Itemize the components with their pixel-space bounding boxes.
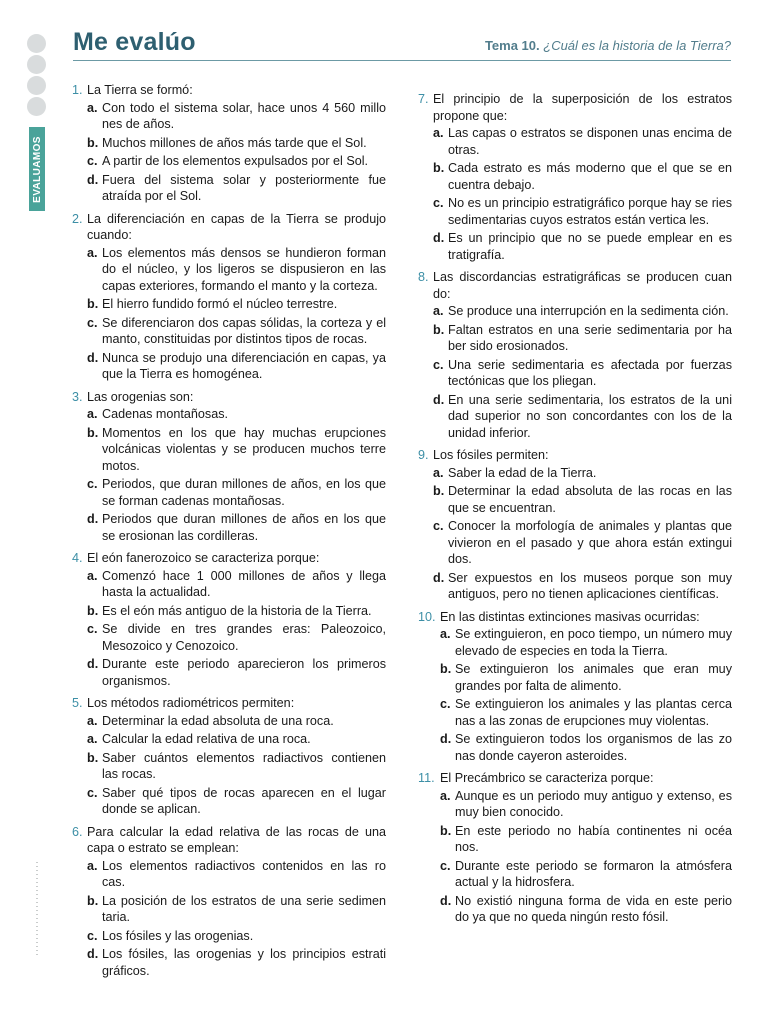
options-list (418, 788, 732, 926)
question-number: 9. (418, 448, 429, 462)
option-letter: d. (87, 172, 99, 187)
decorative-circles (27, 34, 47, 118)
option-letter: c. (87, 928, 98, 943)
option-letter: b. (87, 750, 99, 765)
question-8 (418, 269, 732, 441)
option-text: Se diferenciaron dos capas sólidas, la corteza y el manto, constituidas por distintos tipos de rocas. (102, 315, 386, 346)
answer-option (418, 518, 732, 568)
question-text (418, 91, 732, 124)
question-text (418, 447, 732, 464)
answer-option (418, 696, 732, 729)
option-letter: c. (433, 357, 444, 372)
option-text: Se produce una interrupción en la sedimenta ción. (448, 304, 729, 318)
answer-option (72, 750, 386, 783)
answer-option (72, 100, 386, 133)
option-text: Es un principio que no se puede emplear en es tratigrafía. (448, 231, 732, 262)
question-10 (418, 609, 732, 765)
option-letter: a. (87, 732, 98, 746)
option-text: En una serie sedimentaria, los estratos de la uni dad superior no son concordantes con los de la unidad inferior. (448, 392, 732, 440)
question-number: 6. (72, 824, 83, 839)
answer-option (72, 603, 386, 620)
answer-option (418, 483, 732, 516)
option-text: Se extinguieron los animales que eran muy grandes por falta de alimento. (455, 662, 732, 693)
option-text: No es un principio estratigráfico porque hay se ries sedimentarias cuyos estratos están vertica les. (448, 196, 732, 227)
question-stem: Los fósiles permiten: (433, 448, 549, 462)
answer-option (418, 788, 732, 821)
answer-option (72, 568, 386, 601)
option-text: Durante este periodo aparecieron los primeros organismos. (102, 657, 386, 688)
question-number: 2. (72, 211, 83, 226)
question-stem: Para calcular la edad relativa de las rocas de una capa o estrato se emplean: (87, 824, 386, 855)
answer-option (72, 315, 386, 348)
question-stem: La diferenciación en capas de la Tierra se produjo cuando: (87, 211, 386, 242)
option-text: Las capas o estratos se disponen unas encima de otras. (448, 126, 732, 157)
option-letter: a. (87, 858, 98, 873)
option-letter: a. (440, 627, 451, 641)
option-text: Con todo el sistema solar, hace unos 4 560 millo nes de años. (102, 100, 386, 131)
answer-option (418, 626, 732, 659)
option-letter: b. (87, 893, 99, 908)
option-letter: d. (87, 657, 99, 671)
option-letter: c. (87, 477, 98, 491)
right-column (418, 91, 732, 932)
theme-question: ¿Cuál es la historia de la Tierra? (543, 38, 731, 53)
question-6 (72, 824, 386, 980)
question-number: 5. (72, 696, 83, 710)
answer-option (418, 392, 732, 442)
question-stem: El Precámbrico se caracteriza porque: (440, 771, 654, 785)
answer-option (72, 511, 386, 544)
question-text (72, 211, 386, 244)
answer-option (72, 172, 386, 205)
question-stem: Las orogenias son: (87, 389, 194, 404)
option-text: Se divide en tres grandes eras: Paleozoico, Mesozoico y Cenozoico. (102, 622, 386, 653)
option-text: Periodos que duran millones de años en los que se erosionan las cordilleras. (102, 512, 386, 543)
page-title: Me evalúo (73, 28, 196, 56)
answer-option (418, 195, 732, 228)
answer-option (72, 425, 386, 475)
circle-icon (27, 76, 46, 95)
option-text: No existió ninguna forma de vida en este perio do ya que no queda ningún resto fósil. (455, 893, 732, 924)
answer-option (418, 230, 732, 263)
option-text: Los fósiles, las orogenias y los principios estrati gráficos. (102, 947, 386, 978)
options-list (418, 303, 732, 441)
question-number: 11. (418, 771, 435, 785)
question-stem: En las distintas extinciones masivas ocurridas: (440, 609, 700, 624)
options-list (72, 858, 386, 980)
answer-option (418, 357, 732, 390)
answer-option (72, 350, 386, 383)
option-letter: d. (433, 570, 445, 585)
question-text (418, 269, 732, 302)
option-letter: b. (87, 603, 99, 618)
circle-icon (27, 34, 46, 53)
answer-option (72, 928, 386, 945)
option-text: Los fósiles y las orogenias. (102, 928, 254, 943)
options-list (72, 100, 386, 205)
question-stem: Las discordancias estratigráficas se producen cuan do: (433, 270, 732, 301)
option-text: El hierro fundido formó el núcleo terrestre. (102, 297, 338, 311)
side-footnote (36, 862, 38, 956)
option-letter: a. (87, 245, 98, 260)
answer-option (72, 621, 386, 654)
question-1 (72, 82, 386, 205)
option-text: Los elementos radiactivos contenidos en las ro cas. (102, 858, 386, 889)
option-letter: d. (433, 392, 445, 407)
options-list (418, 626, 732, 764)
option-text: Ser expuestos en los museos porque son muy antiguos, pero no tienen aplicaciones científicas. (448, 570, 732, 601)
option-letter: b. (87, 425, 99, 440)
answer-option (72, 946, 386, 979)
option-letter: d. (87, 350, 99, 365)
answer-option (72, 245, 386, 295)
answer-option (418, 858, 732, 891)
answer-option (72, 476, 386, 509)
answer-option (72, 135, 386, 152)
option-text: Calcular la edad relativa de una roca. (102, 732, 311, 746)
options-list (72, 245, 386, 383)
option-letter: d. (87, 947, 99, 961)
option-letter: a. (87, 713, 98, 728)
option-text: Determinar la edad absoluta de una roca. (102, 713, 334, 728)
option-letter: d. (440, 732, 452, 746)
theme-label: Tema 10. (484, 38, 540, 53)
side-tab-label: EVALUAMOS (31, 135, 43, 203)
option-text: Muchos millones de años más tarde que el Sol. (102, 135, 367, 150)
option-letter: a. (87, 568, 98, 583)
option-text: Conocer la morfología de animales y plantas que vivieron en el pasado y que ahora están extingui dos. (448, 519, 732, 566)
question-stem: Los métodos radiométricos permiten: (87, 696, 295, 710)
option-text: A partir de los elementos expulsados por el Sol. (102, 154, 369, 168)
question-4 (72, 550, 386, 689)
theme-reference (485, 38, 731, 53)
question-2 (72, 211, 386, 383)
options-list (72, 406, 386, 544)
option-letter: c. (87, 622, 98, 636)
option-text: La posición de los estratos de una serie sedimen taria. (102, 893, 386, 924)
option-text: Durante este periodo se formaron la atmósfera actual y la hidrosfera. (455, 858, 732, 889)
answer-option (72, 785, 386, 818)
question-7 (418, 91, 732, 263)
option-text: Faltan estratos en una serie sedimentaria por ha ber sido erosionados. (448, 322, 732, 353)
option-letter: a. (440, 788, 451, 803)
option-text: En este periodo no había continentes ni océa nos. (455, 823, 732, 854)
side-tab (29, 127, 45, 211)
answer-option (418, 160, 732, 193)
option-text: Aunque es un periodo muy antiguo y extenso, es muy bien conocido. (455, 788, 732, 819)
option-letter: a. (433, 304, 444, 318)
answer-option (418, 322, 732, 355)
option-text: Comenzó hace 1 000 millones de años y llega hasta la actualidad. (102, 568, 386, 599)
option-letter: c. (440, 697, 451, 711)
question-number: 4. (72, 551, 83, 565)
answer-option (418, 465, 732, 482)
answer-option (418, 823, 732, 856)
question-number: 8. (418, 270, 429, 284)
option-letter: c. (440, 858, 451, 873)
answer-option (418, 661, 732, 694)
option-letter: c. (433, 196, 444, 210)
question-number: 1. (72, 83, 83, 97)
answer-option (72, 858, 386, 891)
question-stem: El eón fanerozoico se caracteriza porque: (87, 551, 320, 565)
option-text: Fuera del sistema solar y posteriormente fue atraída por el Sol. (102, 172, 386, 203)
options-list (418, 465, 732, 603)
option-text: Saber cuántos elementos radiactivos contienen las rocas. (102, 750, 386, 781)
option-letter: b. (87, 297, 99, 311)
answer-option (418, 303, 732, 320)
option-letter: a. (87, 100, 98, 115)
question-text (418, 770, 732, 787)
option-text: Se extinguieron los animales y las plantas cerca nas a las zonas de erupciones muy violentas. (455, 697, 732, 728)
question-11 (418, 770, 732, 926)
option-letter: b. (440, 823, 452, 838)
option-letter: c. (87, 154, 98, 168)
option-text: Saber la edad de la Tierra. (448, 465, 597, 480)
option-letter: b. (440, 662, 452, 676)
options-list (72, 713, 386, 818)
question-number: 7. (418, 92, 429, 106)
question-number: 3. (72, 389, 83, 404)
option-text: Una serie sedimentaria es afectada por fuerzas tectónicas que los pliegan. (448, 357, 732, 388)
answer-option (72, 296, 386, 313)
question-text (418, 609, 732, 626)
option-letter: d. (87, 512, 99, 526)
question-number: 10. (418, 609, 436, 624)
circle-icon (27, 97, 46, 116)
option-text: Cada estrato es más moderno que el que se en cuentra debajo. (448, 161, 732, 192)
option-letter: b. (433, 161, 445, 175)
question-text (72, 82, 386, 99)
option-letter: a. (87, 407, 98, 421)
question-text (72, 695, 386, 712)
option-letter: a. (433, 465, 444, 480)
option-text: Saber qué tipos de rocas aparecen en el lugar donde se aplican. (102, 785, 386, 816)
option-letter: a. (433, 126, 444, 140)
answer-option (72, 713, 386, 730)
options-list (72, 568, 386, 690)
option-letter: c. (87, 315, 98, 330)
answer-option (418, 125, 732, 158)
answer-option (418, 893, 732, 926)
option-letter: b. (433, 484, 445, 498)
option-letter: d. (440, 893, 452, 908)
question-stem: El principio de la superposición de los estratos propone que: (433, 92, 732, 123)
answer-option (418, 570, 732, 603)
option-text: Nunca se produjo una diferenciación en capas, ya que la Tierra es homogénea. (102, 350, 386, 381)
question-9 (418, 447, 732, 603)
page-header (73, 28, 731, 61)
options-list (418, 125, 732, 263)
answer-option (72, 731, 386, 748)
answer-option (418, 731, 732, 764)
question-text (72, 550, 386, 567)
answer-option (72, 656, 386, 689)
circle-icon (27, 55, 46, 74)
option-text: Se extinguieron todos los organismos de las zo nas donde cayeron asteroides. (455, 732, 732, 763)
option-text: Determinar la edad absoluta de las rocas en las que se encuentran. (448, 484, 732, 515)
option-letter: c. (433, 519, 444, 533)
option-letter: c. (87, 785, 98, 800)
option-letter: d. (433, 231, 445, 245)
question-5 (72, 695, 386, 818)
option-text: Momentos en los que hay muchas erupciones volcánicas violentas y se producen muchos terre motos. (102, 425, 386, 473)
option-letter: b. (433, 322, 445, 337)
question-text (72, 824, 386, 857)
question-3 (72, 389, 386, 545)
option-text: Periodos, que duran millones de años, en los que se forman cadenas montañosas. (102, 477, 386, 508)
option-text: Los elementos más densos se hundieron forman do el núcleo, y los ligeros se dispusieron en las capas exteriores, formando el manto y la corteza. (102, 245, 386, 293)
question-stem: La Tierra se formó: (87, 83, 193, 97)
answer-option (72, 893, 386, 926)
left-column (72, 82, 386, 985)
answer-option (72, 406, 386, 423)
answer-option (72, 153, 386, 170)
option-text: Cadenas montañosas. (102, 407, 229, 421)
question-text (72, 389, 386, 406)
option-text: Es el eón más antiguo de la historia de la Tierra. (102, 603, 372, 618)
option-letter: b. (87, 135, 99, 150)
option-text: Se extinguieron, en poco tiempo, un número muy elevado de especies en toda la Tierra. (455, 627, 732, 658)
